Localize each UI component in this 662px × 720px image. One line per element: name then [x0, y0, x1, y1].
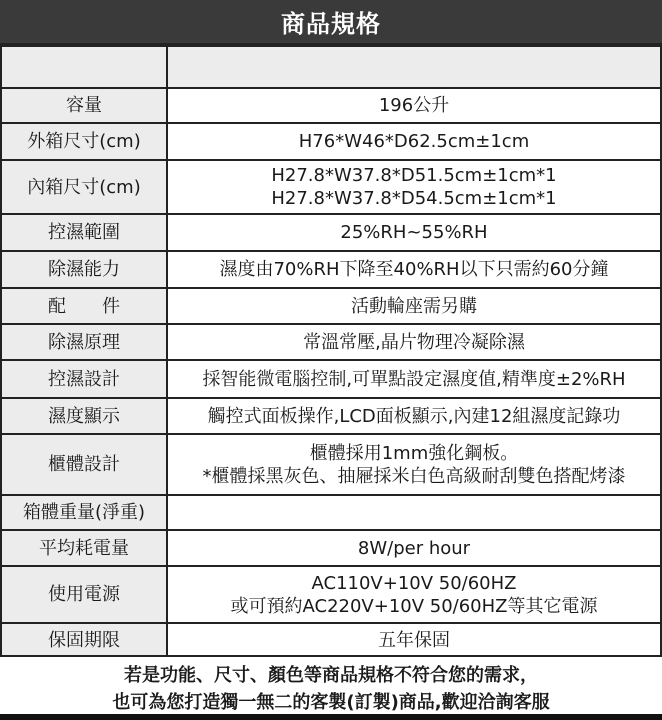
spec-label: 箱體重量(淨重) [1, 495, 167, 530]
spec-value-line: 8W/per hour [357, 537, 471, 559]
spec-label: 內箱尺寸(cm) [1, 160, 167, 214]
page-title: 商品規格 [0, 0, 662, 45]
spec-value-line: AC110V+10V 50/60HZ [311, 572, 517, 594]
spec-label: 容量 [1, 88, 167, 123]
spec-label: 使用電源 [1, 566, 167, 623]
spec-row [1, 530, 661, 566]
spec-value-line: 或可預約AC220V+10V 50/60HZ等其它電源 [230, 595, 598, 617]
spec-label: 控濕範圍 [1, 214, 167, 251]
spec-label: 平均耗電量 [1, 530, 167, 566]
spec-value [167, 530, 661, 566]
footer-notice [0, 655, 662, 720]
spec-value-line: 濕度由70%RH下降至40%RH以下只需約60分鐘 [219, 259, 609, 280]
spec-label: 除濕能力 [1, 251, 167, 288]
spec-row [1, 566, 661, 623]
spec-value-line: 採智能微電腦控制,可單點設定濕度值,精準度±2%RH [202, 368, 626, 390]
spec-label: 控濕設計 [1, 360, 167, 398]
spec-value [167, 214, 661, 251]
spec-value-line: 25%RH~55%RH [340, 222, 488, 243]
spec-label: 保固期限 [1, 623, 167, 658]
spec-label: 濕度顯示 [1, 398, 167, 434]
spec-value-line: *櫃體採黑灰色、抽屜採米白色高級耐刮雙色搭配烤漆 [202, 465, 626, 487]
spec-label: 外箱尺寸(cm) [1, 123, 167, 160]
spec-value [167, 623, 661, 658]
spec-value [167, 566, 661, 623]
spec-row [1, 434, 661, 495]
spec-value-line: H27.8*W37.8*D54.5cm±1cm*1 [271, 188, 557, 209]
spec-row [1, 495, 661, 530]
spec-label: 櫃體設計 [1, 434, 167, 495]
spec-value [167, 324, 661, 360]
spec-value [167, 251, 661, 288]
footer-line-2: 也可為您打造獨一無二的客製(訂製)商品,歡迎洽詢客服 [112, 691, 550, 713]
blank-header-row [1, 46, 661, 88]
spec-value [167, 495, 661, 530]
spec-value [167, 123, 661, 160]
spec-value [167, 288, 661, 324]
spec-value [167, 398, 661, 434]
spec-row [1, 623, 661, 658]
spec-row [1, 88, 661, 123]
spec-table [0, 45, 662, 659]
spec-label: 配 件 [1, 288, 167, 324]
spec-row [1, 398, 661, 434]
spec-row [1, 251, 661, 288]
spec-value-line: H27.8*W37.8*D51.5cm±1cm*1 [271, 165, 557, 186]
spec-value-line: H76*W46*D62.5cm±1cm [298, 131, 530, 152]
spec-value-line: 五年保固 [378, 630, 450, 651]
spec-row [1, 123, 661, 160]
spec-label: 除濕原理 [1, 324, 167, 360]
spec-row [1, 160, 661, 214]
blank-value-cell [167, 46, 661, 88]
spec-value [167, 434, 661, 495]
spec-row [1, 360, 661, 398]
spec-value-line: 196公升 [378, 95, 450, 116]
spec-value-line: 常溫常壓,晶片物理冷凝除濕 [303, 331, 525, 353]
spec-value [167, 360, 661, 398]
spec-row [1, 324, 661, 360]
footer-line-1: 若是功能、尺寸、顏色等商品規格不符合您的需求， [124, 664, 538, 686]
spec-row [1, 214, 661, 251]
blank-label-cell [1, 46, 167, 88]
spec-value [167, 160, 661, 214]
spec-value [167, 88, 661, 123]
spec-value-line: 活動輪座需另購 [351, 295, 477, 317]
spec-row [1, 288, 661, 324]
spec-value-line: 櫃體採用1mm強化鋼板。 [309, 442, 519, 464]
spec-value-line: 觸控式面板操作,LCD面板顯示,內建12組濕度記錄功 [207, 405, 621, 427]
